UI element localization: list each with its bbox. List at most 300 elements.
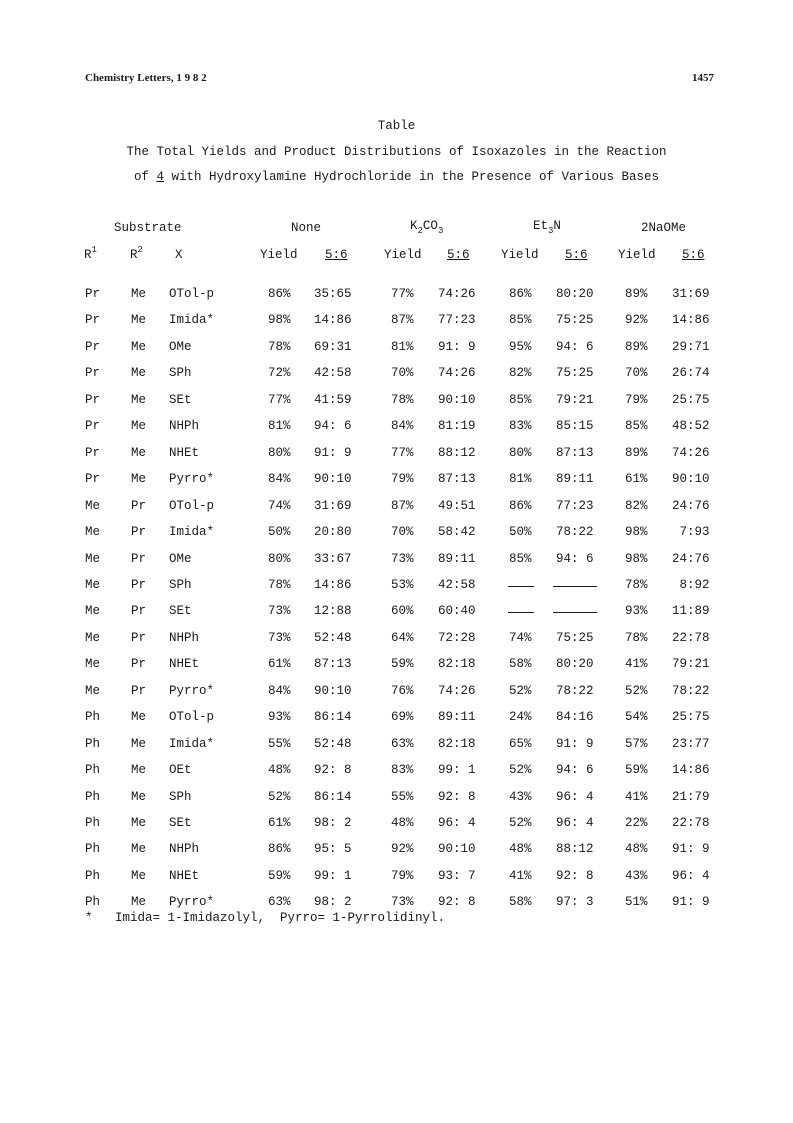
ratio-naome-cell: 91: 9 — [672, 895, 710, 910]
yield-none-cell: 84% — [268, 472, 291, 487]
yield-none-cell: 73% — [268, 630, 291, 645]
subheader-x: X — [175, 248, 183, 262]
r1-superscript: 1 — [91, 245, 97, 255]
r1-cell: Ph — [85, 789, 101, 804]
ratio-et3n-cell: 97: 3 — [556, 895, 594, 910]
ratio-none-cell: 90:10 — [314, 472, 352, 487]
ratio-naome-cell: 78:22 — [672, 683, 710, 698]
yield-et3n-cell: 83% — [509, 419, 532, 434]
ratio-k2co3-cell: 96: 4 — [438, 816, 476, 830]
r2-cell: Me — [131, 313, 147, 328]
ratio-naome-cell: 24:76 — [672, 551, 710, 566]
yield-et3n-cell: 65% — [509, 736, 532, 751]
ratio-et3n-cell: 75:25 — [556, 313, 594, 328]
ratio-k2co3-cell: 90:10 — [438, 392, 476, 407]
yield-k2co3-cell: 73% — [391, 551, 414, 566]
r1-cell: Pr — [85, 472, 101, 487]
ratio-naome-cell: 48:52 — [672, 419, 710, 434]
yield-naome-cell: 79% — [625, 392, 648, 407]
yield-k2co3-cell: 81% — [391, 339, 414, 354]
yield-none-cell: 72% — [268, 366, 291, 381]
group-header-et3n — [533, 219, 561, 236]
ratio-et3n-cell: 91: 9 — [556, 736, 594, 751]
r2-cell: Me — [131, 789, 147, 804]
yield-none-cell: 86% — [268, 842, 291, 857]
yield-k2co3-cell: 59% — [391, 657, 414, 672]
x-cell: Imida* — [169, 525, 215, 540]
ratio-et3n-cell: 78:22 — [556, 683, 594, 698]
yield-naome-cell: 89% — [625, 287, 648, 301]
ratio-et3n-cell: 88:12 — [556, 842, 594, 857]
x-cell: SPh — [169, 577, 192, 592]
yield-naome-cell: 22% — [625, 816, 648, 830]
yield-none-cell: 61% — [268, 816, 291, 830]
subheader-r1 — [84, 245, 97, 262]
ratio-naome-cell: 90:10 — [672, 472, 710, 487]
ratio-none-cell: 14:86 — [314, 313, 352, 328]
subheader-yield-naome: Yield — [618, 248, 656, 262]
ratio-k2co3-cell: 81:19 — [438, 419, 476, 434]
ratio-naome-cell: 24:76 — [672, 498, 710, 513]
x-cell: SEt — [169, 604, 192, 619]
yield-k2co3-cell: 87% — [391, 498, 414, 513]
ratio-naome-cell: 22:78 — [672, 816, 710, 830]
ratio-naome-cell: 14:86 — [672, 313, 710, 328]
yield-naome-cell: 51% — [625, 895, 648, 910]
r1-cell: Pr — [85, 419, 101, 434]
yield-et3n-cell: 85% — [509, 392, 532, 407]
yield-naome-cell: 98% — [625, 525, 648, 540]
ratio-naome-cell: 31:69 — [672, 287, 710, 301]
ratio-naome-cell: 26:74 — [672, 366, 710, 381]
yield-et3n-cell: 74% — [509, 630, 532, 645]
yield-k2co3-cell: 92% — [391, 842, 414, 857]
yield-k2co3-cell: 69% — [391, 710, 414, 725]
ratio-k2co3-cell: 60:40 — [438, 604, 476, 619]
et3n-sub-3: 3 — [548, 226, 554, 236]
x-cell: Imida* — [169, 736, 215, 751]
ratio-none-cell: 69:31 — [314, 339, 352, 354]
yield-naome-cell: 59% — [625, 763, 648, 778]
et3n-et: Et — [533, 219, 549, 233]
ratio-none-cell: 92: 8 — [314, 763, 352, 778]
yield-naome-cell: 54% — [625, 710, 648, 725]
ratio-et3n-cell: 78:22 — [556, 525, 594, 540]
group-header-substrate: Substrate — [114, 221, 182, 235]
et3n-n: N — [553, 219, 561, 233]
ratio-naome-cell: 22:78 — [672, 630, 710, 645]
ratio-none-cell: 20:80 — [314, 525, 352, 540]
yield-k2co3-cell: 53% — [391, 577, 414, 592]
yield-none-cell: 59% — [268, 868, 291, 883]
yield-naome-cell: 89% — [625, 445, 648, 460]
ratio-et3n-cell: 80:20 — [556, 657, 594, 672]
r2-cell: Pr — [131, 604, 147, 619]
yield-naome-cell: 52% — [625, 683, 648, 698]
ratio-none-cell: 52:48 — [314, 736, 352, 751]
ratio-none-cell: 98: 2 — [314, 816, 352, 830]
r1-cell: Pr — [85, 313, 101, 328]
ratio-et3n-cell: 94: 6 — [556, 339, 594, 354]
subheader-yield-k2co3: Yield — [384, 248, 422, 262]
ratio-none-cell: 41:59 — [314, 392, 352, 407]
ratio-et3n-cell: 87:13 — [556, 445, 594, 460]
yield-none-cell: 48% — [268, 763, 291, 778]
x-cell: Imida* — [169, 313, 215, 328]
yield-k2co3-cell: 48% — [391, 816, 414, 830]
yield-naome-cell: 93% — [625, 604, 648, 619]
yield-none-cell: 50% — [268, 525, 291, 540]
yield-k2co3-cell: 83% — [391, 763, 414, 778]
ratio-naome-cell: 7:93 — [672, 525, 710, 540]
yield-none-cell: 77% — [268, 392, 291, 407]
r1-cell: Me — [85, 630, 101, 645]
ratio-naome-cell: 29:71 — [672, 339, 710, 354]
yield-k2co3-cell: 84% — [391, 419, 414, 434]
ratio-k2co3-cell: 88:12 — [438, 445, 476, 460]
r2-cell: Pr — [131, 683, 147, 698]
k2co3-sub-3: 3 — [437, 226, 444, 236]
yield-naome-cell: 92% — [625, 313, 648, 328]
ratio-et3n-cell: 94: 6 — [556, 551, 594, 566]
ratio-none-cell: 42:58 — [314, 366, 352, 381]
ratio-k2co3-cell: 89:11 — [438, 551, 476, 566]
caption-prefix: of — [133, 170, 157, 184]
ratio-none-cell: 31:69 — [314, 498, 352, 513]
r1-cell: Pr — [85, 445, 101, 460]
group-header-none: None — [291, 221, 322, 235]
ratio-naome-cell: 11:89 — [672, 604, 710, 619]
ratio-none-cell: 35:65 — [314, 287, 352, 301]
page-number: 1457 — [692, 72, 714, 84]
r2-cell: Me — [131, 419, 147, 434]
group-header-k2co3 — [410, 219, 444, 236]
yield-none-cell: 61% — [268, 657, 291, 672]
yield-et3n-cell: 52% — [509, 763, 532, 778]
x-cell: OEt — [169, 763, 192, 778]
yield-none-cell: 93% — [268, 710, 291, 725]
yield-none-cell: 73% — [268, 604, 291, 619]
ratio-none-cell: 14:86 — [314, 577, 352, 592]
missing-ratio-dash — [553, 612, 597, 613]
yield-k2co3-cell: 77% — [391, 287, 414, 301]
subheader-ratio-none: 5:6 — [325, 248, 348, 262]
yield-et3n-cell: 58% — [509, 895, 532, 910]
yield-naome-cell: 78% — [625, 630, 648, 645]
r1-cell: Ph — [85, 868, 101, 883]
ratio-none-cell: 98: 2 — [314, 895, 352, 910]
yield-k2co3-cell: 79% — [391, 868, 414, 883]
x-cell: Pyrro* — [169, 683, 215, 698]
yield-et3n-cell: 80% — [509, 445, 532, 460]
subheader-r2 — [130, 245, 143, 262]
r1-cell: Me — [85, 657, 101, 672]
ratio-et3n-cell: 84:16 — [556, 710, 594, 725]
yield-et3n-cell: 85% — [509, 551, 532, 566]
x-cell: NHPh — [169, 419, 200, 434]
yield-none-cell: 84% — [268, 683, 291, 698]
ratio-naome-cell: 25:75 — [672, 392, 710, 407]
r1-cell: Pr — [85, 339, 101, 354]
group-header-naome: 2NaOMe — [641, 221, 687, 235]
yield-none-cell: 63% — [268, 895, 291, 910]
yield-none-cell: 78% — [268, 339, 291, 354]
yield-naome-cell: 89% — [625, 339, 648, 354]
yield-k2co3-cell: 70% — [391, 525, 414, 540]
subheader-ratio-et3n: 5:6 — [565, 248, 588, 262]
r2-cell: Me — [131, 736, 147, 751]
table-footnote: * Imida= 1-Imidazolyl, Pyrro= 1-Pyrrolidinyl. — [85, 911, 446, 925]
yield-et3n-cell: 95% — [509, 339, 532, 354]
yield-naome-cell: 43% — [625, 868, 648, 883]
yield-none-cell: 78% — [268, 577, 291, 592]
r2-cell: Pr — [131, 657, 147, 672]
yield-none-cell: 52% — [268, 789, 291, 804]
r1-cell: Me — [85, 577, 101, 592]
yield-k2co3-cell: 79% — [391, 472, 414, 487]
yield-et3n-cell: 58% — [509, 657, 532, 672]
ratio-et3n-cell: 77:23 — [556, 498, 594, 513]
ratio-k2co3-cell: 74:26 — [438, 683, 476, 698]
yield-et3n-cell: 52% — [509, 816, 532, 830]
r2-cell: Me — [131, 763, 147, 778]
yield-naome-cell: 78% — [625, 577, 648, 592]
yield-none-cell: 86% — [268, 287, 291, 301]
yield-k2co3-cell: 60% — [391, 604, 414, 619]
r2-cell: Me — [131, 392, 147, 407]
r2-cell: Me — [131, 287, 147, 301]
ratio-naome-cell: 79:21 — [672, 657, 710, 672]
ratio-k2co3-cell: 74:26 — [438, 366, 476, 381]
r1-cell: Me — [85, 551, 101, 566]
caption-suffix: with Hydroxylamine Hydrochloride in the Presence of Various Bases — [163, 170, 660, 184]
ratio-none-cell: 86:14 — [314, 710, 352, 725]
yield-none-cell: 81% — [268, 419, 291, 434]
r2-cell: Me — [131, 816, 147, 830]
yield-naome-cell: 41% — [625, 657, 648, 672]
ratio-k2co3-cell: 99: 1 — [438, 763, 476, 778]
yield-et3n-cell: 43% — [509, 789, 532, 804]
ratio-naome-cell: 91: 9 — [672, 842, 710, 857]
r2-cell: Pr — [131, 630, 147, 645]
ratio-k2co3-cell: 87:13 — [438, 472, 476, 487]
x-cell: NHEt — [169, 445, 200, 460]
x-cell: NHPh — [169, 842, 200, 857]
r1-cell: Me — [85, 604, 101, 619]
ratio-k2co3-cell: 91: 9 — [438, 339, 476, 354]
ratio-naome-cell: 74:26 — [672, 445, 710, 460]
ratio-naome-cell: 25:75 — [672, 710, 710, 725]
yield-et3n-cell: 86% — [509, 498, 532, 513]
ratio-none-cell: 90:10 — [314, 683, 352, 698]
yield-et3n-cell: 86% — [509, 287, 532, 301]
yield-et3n-cell: 48% — [509, 842, 532, 857]
compound-reference: 4 — [156, 170, 164, 184]
yield-none-cell: 98% — [268, 313, 291, 328]
ratio-naome-cell: 14:86 — [672, 763, 710, 778]
missing-ratio-dash — [553, 586, 597, 587]
x-cell: SEt — [169, 816, 192, 830]
r1-cell: Ph — [85, 816, 101, 830]
r2-cell: Me — [131, 339, 147, 354]
r1-cell: Me — [85, 525, 101, 540]
r2-cell: Pr — [131, 525, 147, 540]
ratio-k2co3-cell: 90:10 — [438, 842, 476, 857]
ratio-k2co3-cell: 49:51 — [438, 498, 476, 513]
ratio-none-cell: 99: 1 — [314, 868, 352, 883]
x-cell: SPh — [169, 789, 192, 804]
yield-et3n-cell: 50% — [509, 525, 532, 540]
x-cell: OTol-p — [169, 710, 215, 725]
ratio-k2co3-cell: 82:18 — [438, 736, 476, 751]
ratio-naome-cell: 96: 4 — [672, 868, 710, 883]
yield-k2co3-cell: 76% — [391, 683, 414, 698]
r1-cell: Ph — [85, 736, 101, 751]
yield-k2co3-cell: 77% — [391, 445, 414, 460]
k2co3-sub-2: 2 — [417, 226, 423, 236]
r1-cell: Pr — [85, 392, 101, 407]
ratio-none-cell: 33:67 — [314, 551, 352, 566]
k2co3-k: K — [410, 219, 418, 233]
yield-naome-cell: 61% — [625, 472, 648, 487]
ratio-et3n-cell: 79:21 — [556, 392, 594, 407]
r1-cell: Ph — [85, 895, 101, 910]
yield-k2co3-cell: 73% — [391, 895, 414, 910]
r2-letter: R — [130, 248, 138, 262]
r1-cell: Me — [85, 498, 101, 513]
r1-cell: Ph — [85, 842, 101, 857]
x-cell: SPh — [169, 366, 192, 381]
yield-k2co3-cell: 87% — [391, 313, 414, 328]
yield-et3n-cell: 81% — [509, 472, 532, 487]
ratio-k2co3-cell: 92: 8 — [438, 789, 476, 804]
r1-cell: Ph — [85, 710, 101, 725]
yield-et3n-cell: 41% — [509, 868, 532, 883]
ratio-et3n-cell: 80:20 — [556, 287, 594, 301]
yield-naome-cell: 70% — [625, 366, 648, 381]
ratio-et3n-cell: 94: 6 — [556, 763, 594, 778]
ratio-k2co3-cell: 82:18 — [438, 657, 476, 672]
subheader-yield-none: Yield — [260, 248, 298, 262]
x-cell: SEt — [169, 392, 192, 407]
yield-k2co3-cell: 64% — [391, 630, 414, 645]
yield-k2co3-cell: 78% — [391, 392, 414, 407]
yield-et3n-cell: 52% — [509, 683, 532, 698]
ratio-naome-cell: 8:92 — [672, 577, 710, 592]
ratio-none-cell: 86:14 — [314, 789, 352, 804]
table-caption-line-2 — [0, 170, 793, 184]
ratio-k2co3-cell: 89:11 — [438, 710, 476, 725]
ratio-none-cell: 87:13 — [314, 657, 352, 672]
ratio-none-cell: 12:88 — [314, 604, 352, 619]
ratio-et3n-cell: 96: 4 — [556, 816, 594, 830]
yield-k2co3-cell: 55% — [391, 789, 414, 804]
x-cell: Pyrro* — [169, 895, 215, 910]
yield-et3n-cell: 85% — [509, 313, 532, 328]
k2co3-co: CO — [422, 219, 438, 233]
subheader-ratio-naome: 5:6 — [682, 248, 705, 262]
ratio-et3n-cell: 92: 8 — [556, 868, 594, 883]
yield-naome-cell: 85% — [625, 419, 648, 434]
yield-et3n-cell: 24% — [509, 710, 532, 725]
yield-none-cell: 55% — [268, 736, 291, 751]
x-cell: OMe — [169, 339, 192, 354]
subheader-yield-et3n: Yield — [501, 248, 539, 262]
missing-yield-dash — [508, 612, 534, 613]
yield-k2co3-cell: 63% — [391, 736, 414, 751]
ratio-et3n-cell: 96: 4 — [556, 789, 594, 804]
yield-et3n-cell: 82% — [509, 366, 532, 381]
ratio-none-cell: 52:48 — [314, 630, 352, 645]
r1-cell: Ph — [85, 763, 101, 778]
ratio-none-cell: 91: 9 — [314, 445, 352, 460]
ratio-k2co3-cell: 74:26 — [438, 287, 476, 301]
yield-k2co3-cell: 70% — [391, 366, 414, 381]
r2-cell: Me — [131, 445, 147, 460]
yield-none-cell: 80% — [268, 551, 291, 566]
x-cell: NHEt — [169, 868, 200, 883]
table-caption-line-1: The Total Yields and Product Distributions of Isoxazoles in the Reaction — [126, 145, 667, 159]
yield-naome-cell: 57% — [625, 736, 648, 751]
ratio-naome-cell: 23:77 — [672, 736, 710, 751]
r1-cell: Pr — [85, 287, 101, 301]
yield-naome-cell: 41% — [625, 789, 648, 804]
ratio-et3n-cell: 75:25 — [556, 366, 594, 381]
ratio-et3n-cell: 89:11 — [556, 472, 594, 487]
x-cell: OMe — [169, 551, 192, 566]
ratio-k2co3-cell: 93: 7 — [438, 868, 476, 883]
table-label: Table — [377, 119, 416, 133]
ratio-naome-cell: 21:79 — [672, 789, 710, 804]
ratio-k2co3-cell: 58:42 — [438, 525, 476, 540]
r2-cell: Me — [131, 842, 147, 857]
ratio-et3n-cell: 85:15 — [556, 419, 594, 434]
r2-cell: Me — [131, 895, 147, 910]
missing-yield-dash — [508, 586, 534, 587]
ratio-k2co3-cell: 72:28 — [438, 630, 476, 645]
r2-superscript: 2 — [137, 245, 143, 255]
ratio-k2co3-cell: 92: 8 — [438, 895, 476, 910]
r2-cell: Me — [131, 472, 147, 487]
r2-cell: Pr — [131, 577, 147, 592]
ratio-none-cell: 94: 6 — [314, 419, 352, 434]
subheader-ratio-k2co3: 5:6 — [447, 248, 470, 262]
yield-none-cell: 74% — [268, 498, 291, 513]
yield-naome-cell: 98% — [625, 551, 648, 566]
x-cell: OTol-p — [169, 498, 215, 513]
yield-naome-cell: 48% — [625, 842, 648, 857]
x-cell: NHPh — [169, 630, 200, 645]
ratio-k2co3-cell: 42:58 — [438, 577, 476, 592]
r2-cell: Pr — [131, 498, 147, 513]
ratio-et3n-cell: 75:25 — [556, 630, 594, 645]
r1-cell: Me — [85, 683, 101, 698]
x-cell: Pyrro* — [169, 472, 215, 487]
r2-cell: Me — [131, 868, 147, 883]
x-cell: NHEt — [169, 657, 200, 672]
r2-cell: Pr — [131, 551, 147, 566]
x-cell: OTol-p — [169, 287, 215, 301]
journal-header: Chemistry Letters, 1 9 8 2 — [85, 72, 207, 84]
r2-cell: Me — [131, 366, 147, 381]
r2-cell: Me — [131, 710, 147, 725]
yield-none-cell: 80% — [268, 445, 291, 460]
ratio-k2co3-cell: 77:23 — [438, 313, 476, 328]
r1-letter: R — [84, 248, 92, 262]
r1-cell: Pr — [85, 366, 101, 381]
ratio-none-cell: 95: 5 — [314, 842, 352, 857]
yield-naome-cell: 82% — [625, 498, 648, 513]
